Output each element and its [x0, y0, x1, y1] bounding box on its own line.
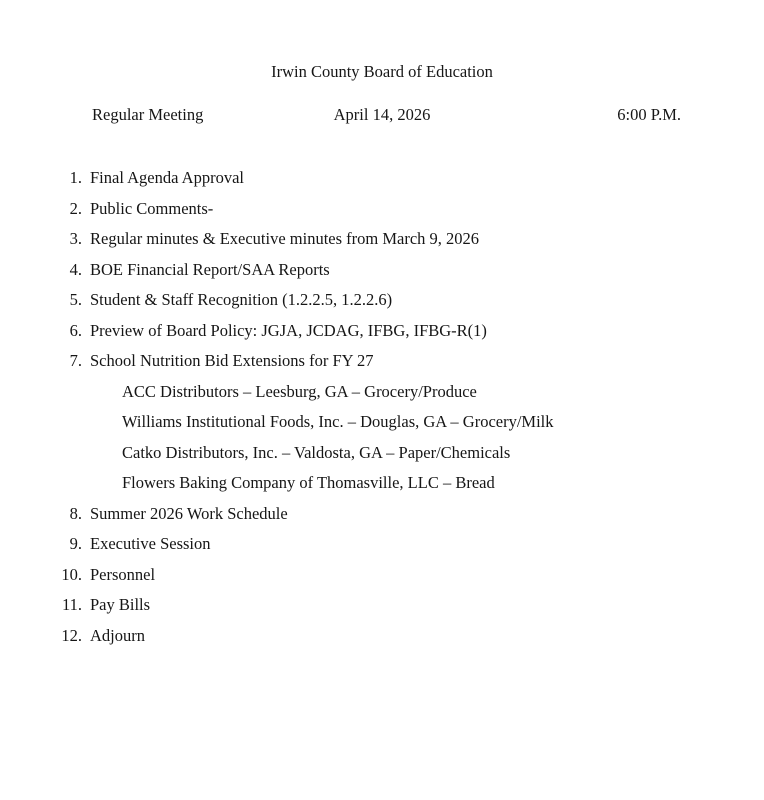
- agenda-subitem: Flowers Baking Company of Thomasville, LLC – Bread: [122, 473, 495, 492]
- agenda-item-number: 4.: [69, 259, 82, 279]
- agenda-item-number: 9.: [69, 534, 82, 553]
- meeting-type: Regular Meeting: [92, 105, 204, 124]
- agenda-item-text: Regular minutes & Executive minutes from March 9, 2026: [90, 229, 480, 248]
- agenda-item: [0, 200, 764, 218]
- agenda-item: [0, 627, 764, 645]
- meeting-date: April 14, 2026: [333, 105, 431, 124]
- agenda-item-number: 11.: [61, 595, 82, 614]
- agenda-item-number: 12.: [61, 625, 82, 645]
- agenda-item-number: 6.: [69, 320, 82, 340]
- agenda-item-text: Personnel: [90, 564, 156, 584]
- agenda-item: [0, 352, 764, 370]
- document-title: Irwin County Board of Education: [271, 62, 493, 81]
- agenda-item-text: School Nutrition Bid Extensions for FY 27: [90, 351, 374, 370]
- agenda-item-text: Preview of Board Policy: JGJA, JCDAG, IFBG, IFBG-R(1): [90, 320, 487, 340]
- agenda-item-text: Student & Staff Recognition (1.2.2.5, 1.2.2.6): [90, 290, 393, 309]
- agenda-item-text: Pay Bills: [90, 595, 151, 614]
- agenda-item: [0, 505, 764, 523]
- agenda-item: [0, 169, 764, 187]
- agenda-item-text: Public Comments-: [90, 198, 214, 218]
- agenda-item: [0, 261, 764, 279]
- agenda-item-number: 2.: [69, 198, 82, 218]
- agenda-item-number: 7.: [69, 351, 82, 370]
- agenda-subitem: Catko Distributors, Inc. – Valdosta, GA – Paper/Chemicals: [122, 442, 511, 462]
- agenda-item-number: 5.: [69, 290, 82, 309]
- agenda-item-text: Summer 2026 Work Schedule: [90, 503, 288, 523]
- agenda-subitem: ACC Distributors – Leesburg, GA – Grocery/Produce: [122, 381, 477, 401]
- agenda-subitem: Williams Institutional Foods, Inc. – Douglas, GA – Grocery/Milk: [122, 412, 554, 431]
- agenda-item-number: 8.: [69, 503, 82, 523]
- meeting-time: 6:00 P.M.: [617, 105, 681, 124]
- agenda-item-text: Executive Session: [90, 534, 211, 553]
- agenda-item-number: 10.: [61, 564, 82, 584]
- agenda-item-number: 3.: [69, 229, 82, 248]
- agenda-item: [0, 596, 764, 614]
- agenda-item-text: BOE Financial Report/SAA Reports: [90, 259, 330, 279]
- agenda-item-text: Adjourn: [90, 625, 145, 645]
- agenda-item: [0, 566, 764, 584]
- agenda-list: [0, 169, 764, 645]
- agenda-item: [0, 230, 764, 248]
- agenda-item-number: 1.: [69, 168, 82, 187]
- agenda-item: [0, 535, 764, 553]
- meeting-info-line: [0, 105, 764, 127]
- agenda-item: [0, 291, 764, 309]
- agenda-item: [0, 322, 764, 340]
- agenda-item-text: Final Agenda Approval: [90, 168, 244, 187]
